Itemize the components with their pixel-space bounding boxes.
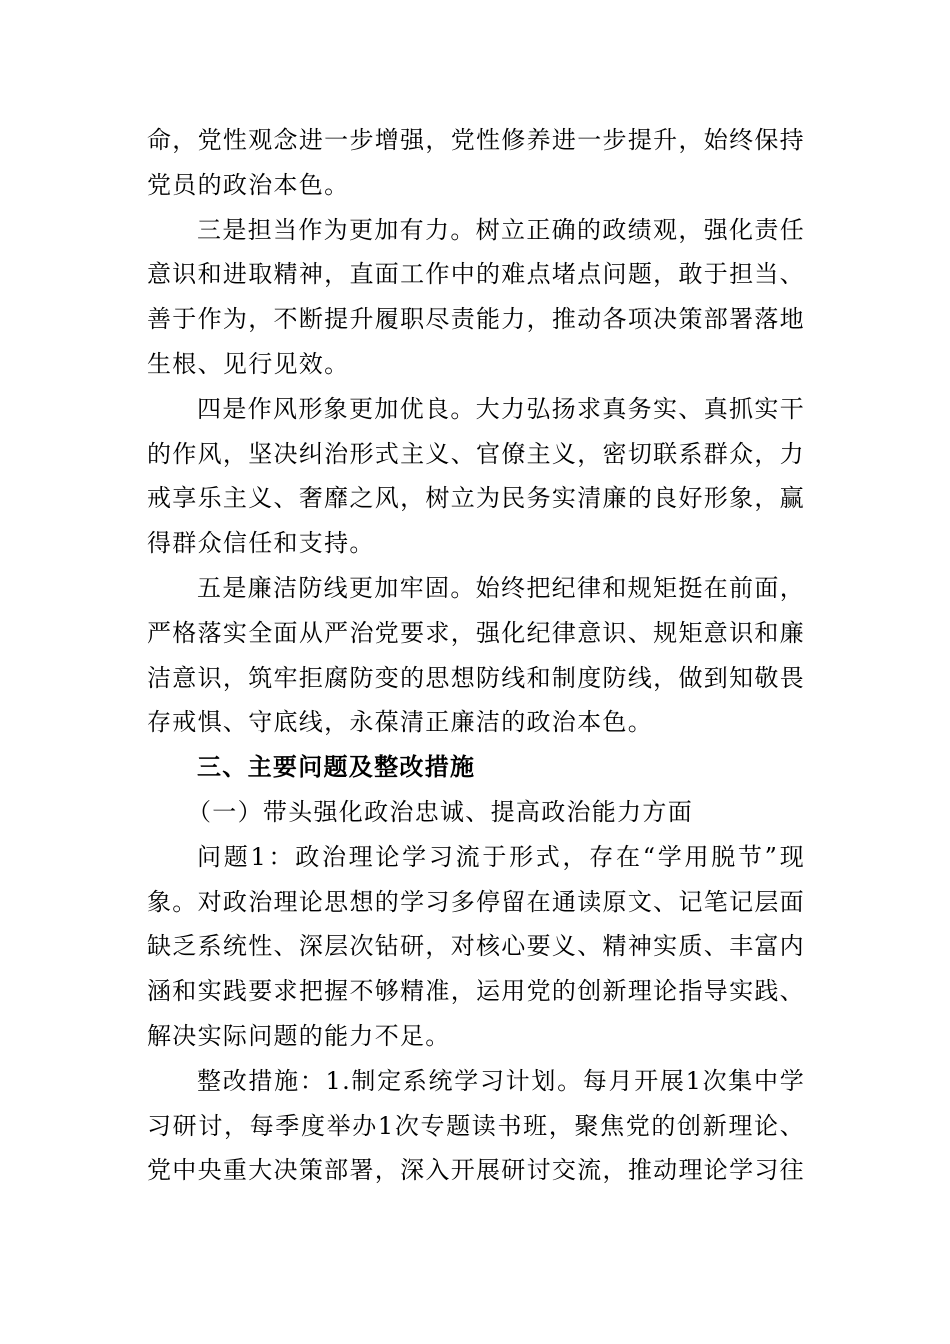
paragraph-problem-1 bbox=[147, 835, 805, 1059]
text-line: 五是廉洁防线更加牢固。始终把纪律和规矩挺在前面， bbox=[197, 573, 805, 602]
paragraph-continuation bbox=[147, 118, 805, 208]
text-line: 整改措施：1.制定系统学习计划。每月开展1次集中学 bbox=[197, 1066, 805, 1095]
text-line: 存戒惧、守底线，永葆清正廉洁的政治本色。 bbox=[147, 708, 653, 737]
text-line: 善于作为，不断提升履职尽责能力，推动各项决策部署落地 bbox=[147, 305, 805, 334]
text-line: 洁意识，筑牢拒腐防变的思想防线和制度防线，做到知敬畏 bbox=[147, 663, 805, 692]
paragraph-measures bbox=[147, 1059, 805, 1193]
text-line: 四是作风形象更加优良。大力弘扬求真务实、真抓实干 bbox=[197, 394, 805, 423]
text-line: 的作风，坚决纠治形式主义、官僚主义，密切联系群众，力 bbox=[147, 439, 805, 468]
text-line: 象。对政治理论思想的学习多停留在通读原文、记笔记层面 bbox=[147, 887, 805, 916]
text-line: 得群众信任和支持。 bbox=[147, 529, 375, 558]
text-line: 问题1：政治理论学习流于形式，存在“学用脱节”现 bbox=[197, 842, 805, 871]
text-line: 习研讨，每季度举办1次专题读书班，聚焦党的创新理论、 bbox=[147, 1111, 805, 1140]
subsection-heading bbox=[147, 790, 805, 835]
paragraph-responsibility bbox=[147, 208, 805, 387]
heading-text: 三、主要问题及整改措施 bbox=[197, 753, 476, 782]
text-line: 戒享乐主义、奢靡之风，树立为民务实清廉的良好形象，赢 bbox=[147, 484, 805, 513]
heading-text: （一）带头强化政治忠诚、提高政治能力方面 bbox=[187, 797, 693, 826]
paragraph-work-style bbox=[147, 387, 805, 566]
document-page bbox=[147, 118, 805, 1193]
paragraph-integrity bbox=[147, 566, 805, 745]
text-line: 涵和实践要求把握不够精准，运用党的创新理论指导实践、 bbox=[147, 977, 805, 1006]
text-line: 三是担当作为更加有力。树立正确的政绩观，强化责任 bbox=[197, 215, 805, 244]
text-line: 生根、见行见效。 bbox=[147, 349, 350, 378]
text-line: 解决实际问题的能力不足。 bbox=[147, 1021, 451, 1050]
text-line: 缺乏系统性、深层次钻研，对核心要义、精神实质、丰富内 bbox=[147, 932, 805, 961]
text-line: 党中央重大决策部署，深入开展研讨交流，推动理论学习往 bbox=[147, 1156, 805, 1185]
text-line: 意识和进取精神，直面工作中的难点堵点问题，敢于担当、 bbox=[147, 260, 805, 289]
text-line: 命，党性观念进一步增强，党性修养进一步提升，始终保持 bbox=[147, 126, 805, 154]
text-line: 党员的政治本色。 bbox=[147, 170, 350, 199]
section-heading bbox=[147, 745, 805, 790]
text-line: 严格落实全面从严治党要求，强化纪律意识、规矩意识和廉 bbox=[147, 618, 805, 647]
